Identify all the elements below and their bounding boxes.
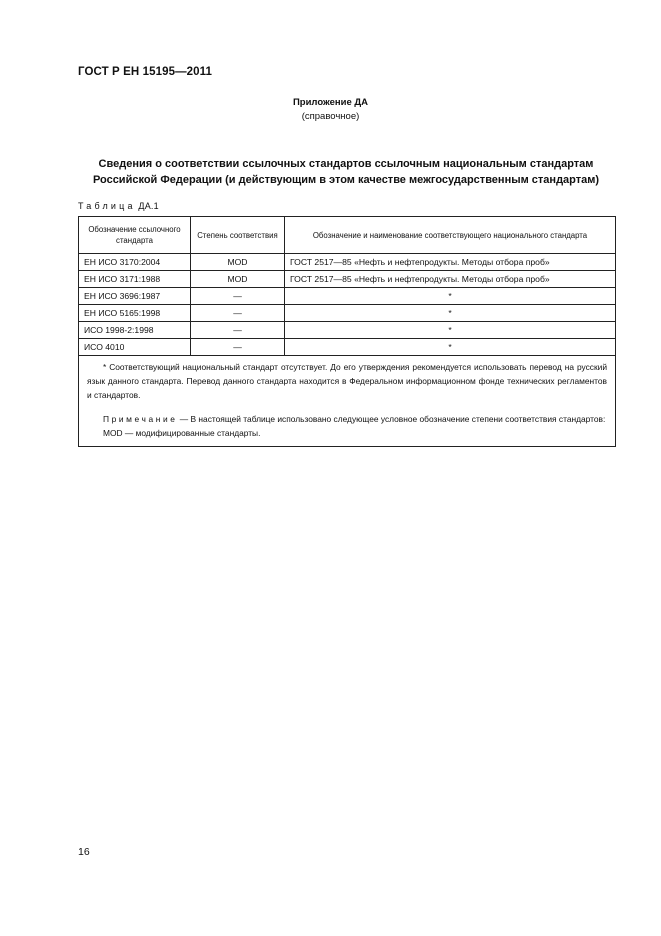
table-row — [79, 305, 616, 322]
section-title-line-2: Российской Федерации (и действующим в этом качестве межгосударственным стандартам) — [92, 174, 600, 186]
table-caption-word: Таблица — [78, 201, 136, 211]
note-paragraph — [87, 412, 607, 426]
cell-reference: ЕН ИСО 3696:1987 — [79, 288, 191, 305]
note-text: — В настоящей таблице использовано следующее условное обозначение степени соответствия стандартов: — [177, 414, 606, 424]
cell-reference: ИСО 4010 — [79, 339, 191, 356]
footnote-text: * Соответствующий национальный стандарт отсутствует. До его утверждения рекомендуется использовать перевод на русский язык данного стандарта. Перевод данного стандарта находится в Федеральном информационном фонде технических регламентов и стандартов. — [87, 362, 607, 400]
cell-reference: ИСО 1998-2:1998 — [79, 322, 191, 339]
table-row — [79, 322, 616, 339]
cell-national: * — [285, 322, 616, 339]
cell-national: * — [285, 305, 616, 322]
table-footnote-row — [79, 356, 616, 447]
appendix-heading — [0, 96, 661, 124]
cell-national: * — [285, 288, 616, 305]
note-label: Примечание — [103, 414, 178, 424]
mod-definition: MOD — модифицированные стандарты. — [103, 428, 261, 438]
cell-degree: MOD — [191, 271, 285, 288]
cell-national: ГОСТ 2517—85 «Нефть и нефтепродукты. Методы отбора проб» — [285, 271, 616, 288]
cell-degree: MOD — [191, 254, 285, 271]
table-caption-id: ДА.1 — [138, 201, 159, 211]
table-header-row — [79, 217, 616, 254]
cell-reference: ЕН ИСО 5165:1998 — [79, 305, 191, 322]
cell-national: ГОСТ 2517—85 «Нефть и нефтепродукты. Методы отбора проб» — [285, 254, 616, 271]
table-row — [79, 271, 616, 288]
table-notes — [79, 356, 616, 447]
section-title — [78, 156, 614, 188]
cell-degree: — — [191, 305, 285, 322]
correspondence-table — [78, 216, 616, 447]
document-number: ГОСТ Р ЕН 15195—2011 — [78, 66, 213, 78]
header-national-standard: Обозначение и наименование соответствующего национального стандарта — [285, 217, 616, 254]
appendix-title: Приложение ДА — [292, 97, 369, 108]
table-caption — [78, 201, 159, 211]
cell-reference: ЕН ИСО 3171:1988 — [79, 271, 191, 288]
table-row — [79, 339, 616, 356]
appendix-subtitle: (справочное) — [301, 111, 360, 122]
cell-degree: — — [191, 322, 285, 339]
header-degree: Степень соответствия — [191, 217, 285, 254]
table-row — [79, 254, 616, 271]
cell-reference: ЕН ИСО 3170:2004 — [79, 254, 191, 271]
cell-degree: — — [191, 339, 285, 356]
cell-degree: — — [191, 288, 285, 305]
section-title-line-1: Сведения о соответствии ссылочных стандартов ссылочным национальным стандартам — [98, 158, 594, 170]
cell-national: * — [285, 339, 616, 356]
table-row — [79, 288, 616, 305]
page-number: 16 — [78, 846, 90, 858]
header-reference-standard: Обозначение ссылочного стандарта — [79, 217, 191, 254]
